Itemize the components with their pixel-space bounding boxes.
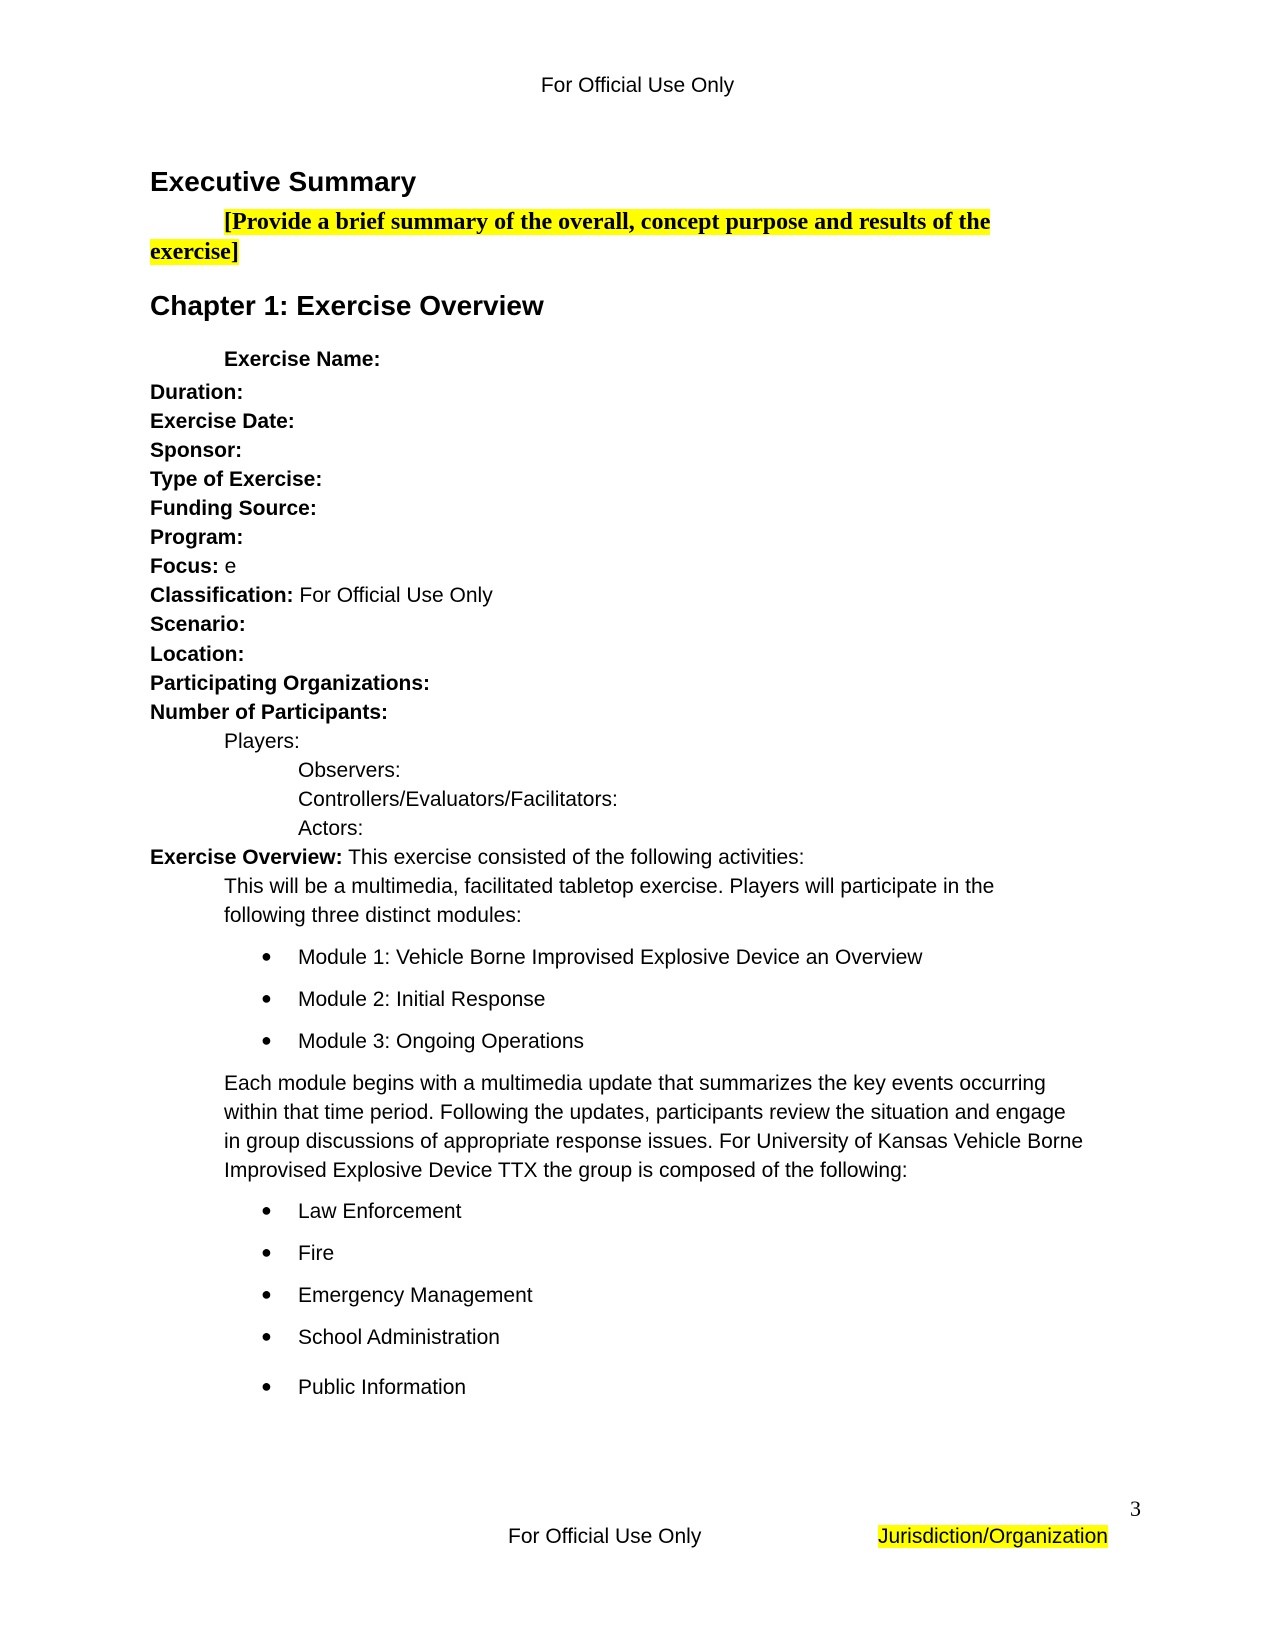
field-controllers: Controllers/Evaluators/Facilitators: xyxy=(298,788,618,811)
field-actors: Actors: xyxy=(298,817,364,840)
overview-para2-line1: Each module begins with a multimedia update that summarizes the key events occurring xyxy=(224,1072,1046,1095)
overview-para2-line3: in group discussions of appropriate response issues. For University of Kansas Vehicle Borne xyxy=(224,1130,1084,1153)
bullet-icon: ● xyxy=(261,946,272,966)
focus-label: Focus: xyxy=(150,555,219,578)
field-exercise-date: Exercise Date: xyxy=(150,410,295,433)
bullet-icon: ● xyxy=(261,1200,272,1220)
group-fire: Fire xyxy=(298,1242,335,1265)
field-type-of-exercise: Type of Exercise: xyxy=(150,468,323,491)
list-item xyxy=(261,988,546,1012)
footer-text: For Official Use Only xyxy=(508,1525,702,1548)
footer-jurisdiction: Jurisdiction/Organization xyxy=(878,1525,1108,1548)
field-participating-organizations: Participating Organizations: xyxy=(150,672,431,695)
field-classification xyxy=(150,584,493,608)
page-number: 3 xyxy=(1130,1496,1141,1521)
bullet-icon: ● xyxy=(261,1284,272,1304)
overview-para2-line4: Improvised Explosive Device TTX the group is composed of the following: xyxy=(224,1159,908,1182)
field-location: Location: xyxy=(150,643,245,666)
field-focus xyxy=(150,555,236,579)
module-2: Module 2: Initial Response xyxy=(298,988,546,1011)
bullet-icon: ● xyxy=(261,1030,272,1050)
field-program: Program: xyxy=(150,526,244,549)
group-law-enforcement: Law Enforcement xyxy=(298,1200,462,1223)
summary-note-line1: [Provide a brief summary of the overall, concept purpose and results of the xyxy=(224,209,991,235)
list-item xyxy=(261,1326,500,1350)
page-header: For Official Use Only xyxy=(540,74,735,97)
summary-note-line2: exercise] xyxy=(150,239,239,265)
field-funding-source: Funding Source: xyxy=(150,497,317,520)
overview-intro: This exercise consisted of the following activities: xyxy=(342,846,805,869)
bullet-icon: ● xyxy=(261,1326,272,1346)
overview-para1-line1: This will be a multimedia, facilitated tabletop exercise. Players will participate in the xyxy=(224,875,995,898)
bullet-icon: ● xyxy=(261,988,272,1008)
list-item xyxy=(261,946,923,970)
module-1: Module 1: Vehicle Borne Improvised Explosive Device an Overview xyxy=(298,946,923,969)
list-item xyxy=(261,1200,462,1224)
field-observers: Observers: xyxy=(298,759,401,782)
classification-value: For Official Use Only xyxy=(293,584,493,607)
group-public-information: Public Information xyxy=(298,1376,467,1399)
classification-label: Classification: xyxy=(150,584,294,607)
focus-value: e xyxy=(218,555,237,578)
bullet-icon: ● xyxy=(261,1376,272,1396)
overview-para2-line2: within that time period. Following the updates, participants review the situation and engage xyxy=(224,1101,1066,1124)
field-number-of-participants: Number of Participants: xyxy=(150,701,389,724)
list-item xyxy=(261,1030,585,1054)
group-school-administration: School Administration xyxy=(298,1326,500,1349)
module-3: Module 3: Ongoing Operations xyxy=(298,1030,585,1053)
bullet-icon: ● xyxy=(261,1242,272,1262)
field-duration: Duration: xyxy=(150,381,244,404)
overview-label: Exercise Overview: xyxy=(150,846,343,869)
chapter1-heading: Chapter 1: Exercise Overview xyxy=(150,290,544,321)
group-emergency-management: Emergency Management xyxy=(298,1284,533,1307)
list-item xyxy=(261,1242,335,1266)
list-item xyxy=(261,1284,533,1308)
field-sponsor: Sponsor: xyxy=(150,439,243,462)
field-scenario: Scenario: xyxy=(150,613,246,636)
field-players: Players: xyxy=(224,730,300,753)
overview-para1-line2: following three distinct modules: xyxy=(224,904,522,927)
list-item xyxy=(261,1376,467,1400)
exercise-overview xyxy=(150,846,804,870)
field-exercise-name: Exercise Name: xyxy=(224,348,381,371)
executive-summary-heading: Executive Summary xyxy=(150,166,417,197)
